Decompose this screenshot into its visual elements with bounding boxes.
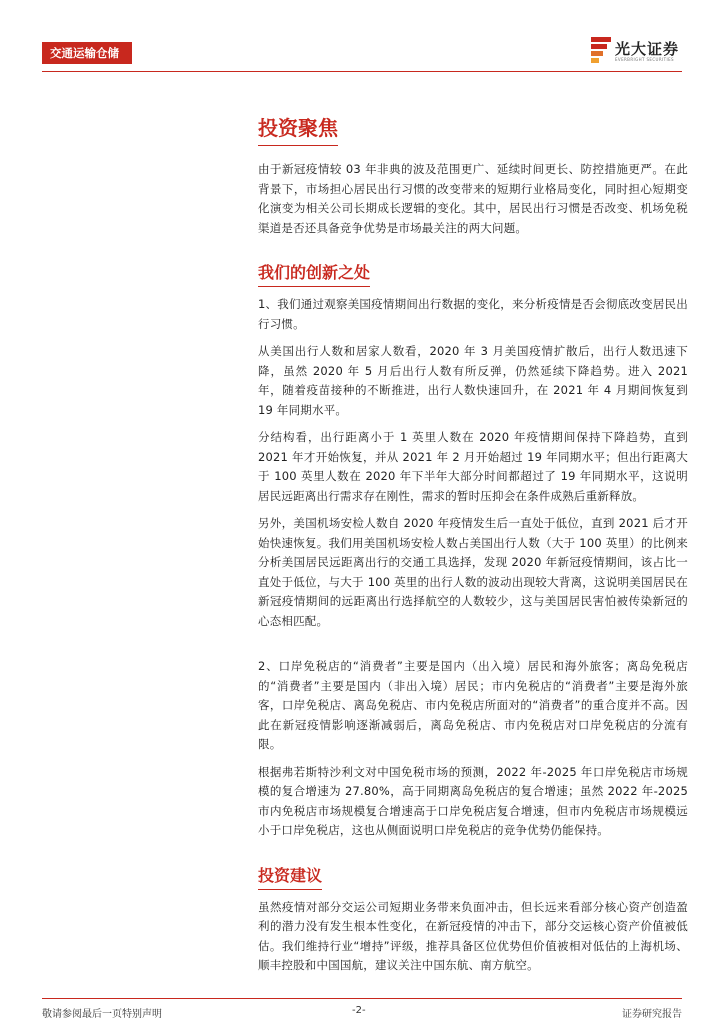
page-number: -2-: [352, 1005, 366, 1016]
section-title-innovation: 我们的创新之处: [258, 260, 370, 287]
report-type: 证券研究报告: [622, 1009, 682, 1020]
header-divider: [42, 71, 682, 72]
paragraph: 分结构看，出行距离小于 1 英里人数在 2020 年疫情期间保持下降趋势，直到 2021 年才开始恢复，并从 2021 年 2 月开始超过 19 年同期水平；但出行距离大于 100 英里人数在 2020 年下半年大部分时间都超过了 19 年同期水平，这说明居民远距离出行需求存在刚性，需求的暂时压抑会在条件成熟后重新释放。: [258, 430, 688, 503]
paragraph: 虽然疫情对部分交运公司短期业务带来负面冲击，但长远来看部分核心资产创造盈利的潜力没有发生根本性变化，在新冠疫情的冲击下，部分交运核心资产价值被低估。我们维持行业“增持”评级，推荐具备区位优势但价值被相对低估的上海机场、顺丰控股和中国国航，建议关注中国东航、南方航空。: [258, 899, 688, 972]
paragraph: 从美国出行人数和居家人数看，2020 年 3 月美国疫情扩散后，出行人数迅速下降，虽然 2020 年 5 月后出行人数有所反弹，仍然延续下降趋势。进入 2021 年，随着疫苗接种的不断推进，出行人数快速回升，在 2021 年 4 月期间恢复到 19 年同期水平。: [258, 344, 688, 417]
paragraph: 另外，美国机场安检人数自 2020 年疫情发生后一直处于低位，直到 2021 后才开始快速恢复。我们用美国机场安检人数占美国出行人数（大于 100 英里）的比例来分析美国居民远距离出行的交通工具选择，发现 2020 年新冠疫情期间，该占比一直处于低位，与大于 100 英里的出行人数的波动出现较大背离，这说明美国居民在新冠疫情期间的远距离出行选择航空的人数较少，这与美国居民害怕被传染新冠的心态相匹配。: [258, 516, 688, 628]
paragraph: 2、口岸免税店的“消费者”主要是国内（出入境）居民和海外旅客；离岛免税店的“消费者”主要是国内（非出入境）居民；市内免税店的“消费者”主要是海外旅客，口岸免税店、离岛免税店、市内免税店所面对的“消费者”的重合度并不高。因此在新冠疫情影响逐渐减弱后，离岛免税店、市内免税店对口岸免税店的分流有限。: [258, 659, 688, 751]
report-body: [258, 112, 688, 984]
footer-disclaimer: 敬请参阅最后一页特别声明: [42, 1009, 162, 1020]
company-logo: [591, 37, 687, 67]
logo-mark-icon: [591, 37, 611, 65]
logo-name-en: EVERBRIGHT SECURITIES: [615, 57, 674, 62]
paragraph: 根据弗若斯特沙利文对中国免税市场的预测，2022 年-2025 年口岸免税店市场规模的复合增速为 27.80%，高于同期离岛免税店的复合增速；虽然 2022 年-2025 市内免税店市场规模复合增速高于口岸免税店复合增速，但市内免税店市场规模远小于口岸免税店，这也从侧面说明口岸免税店的竞争优势仍能保持。: [258, 764, 688, 837]
paragraph: 1、我们通过观察美国疫情期间出行数据的变化，来分析疫情是否会彻底改变居民出行习惯。: [258, 297, 688, 331]
footer-divider: [42, 998, 682, 999]
logo-name-cn: 光大证券: [615, 40, 680, 58]
section-title-focus: 投资聚焦: [258, 112, 338, 146]
section-tag: 交通运输仓储: [42, 42, 132, 64]
section-title-advice: 投资建议: [258, 863, 322, 890]
paragraph: 由于新冠疫情较 03 年非典的波及范围更广、延续时间更长、防控措施更严。在此背景下，市场担心居民出行习惯的改变带来的短期行业格局变化，同时担心短期变化演变为相关公司长期成长逻辑的变化。其中，居民出行习惯是否改变、机场免税渠道是否还具备竞争优势是市场最关注的两大问题。: [258, 162, 688, 235]
